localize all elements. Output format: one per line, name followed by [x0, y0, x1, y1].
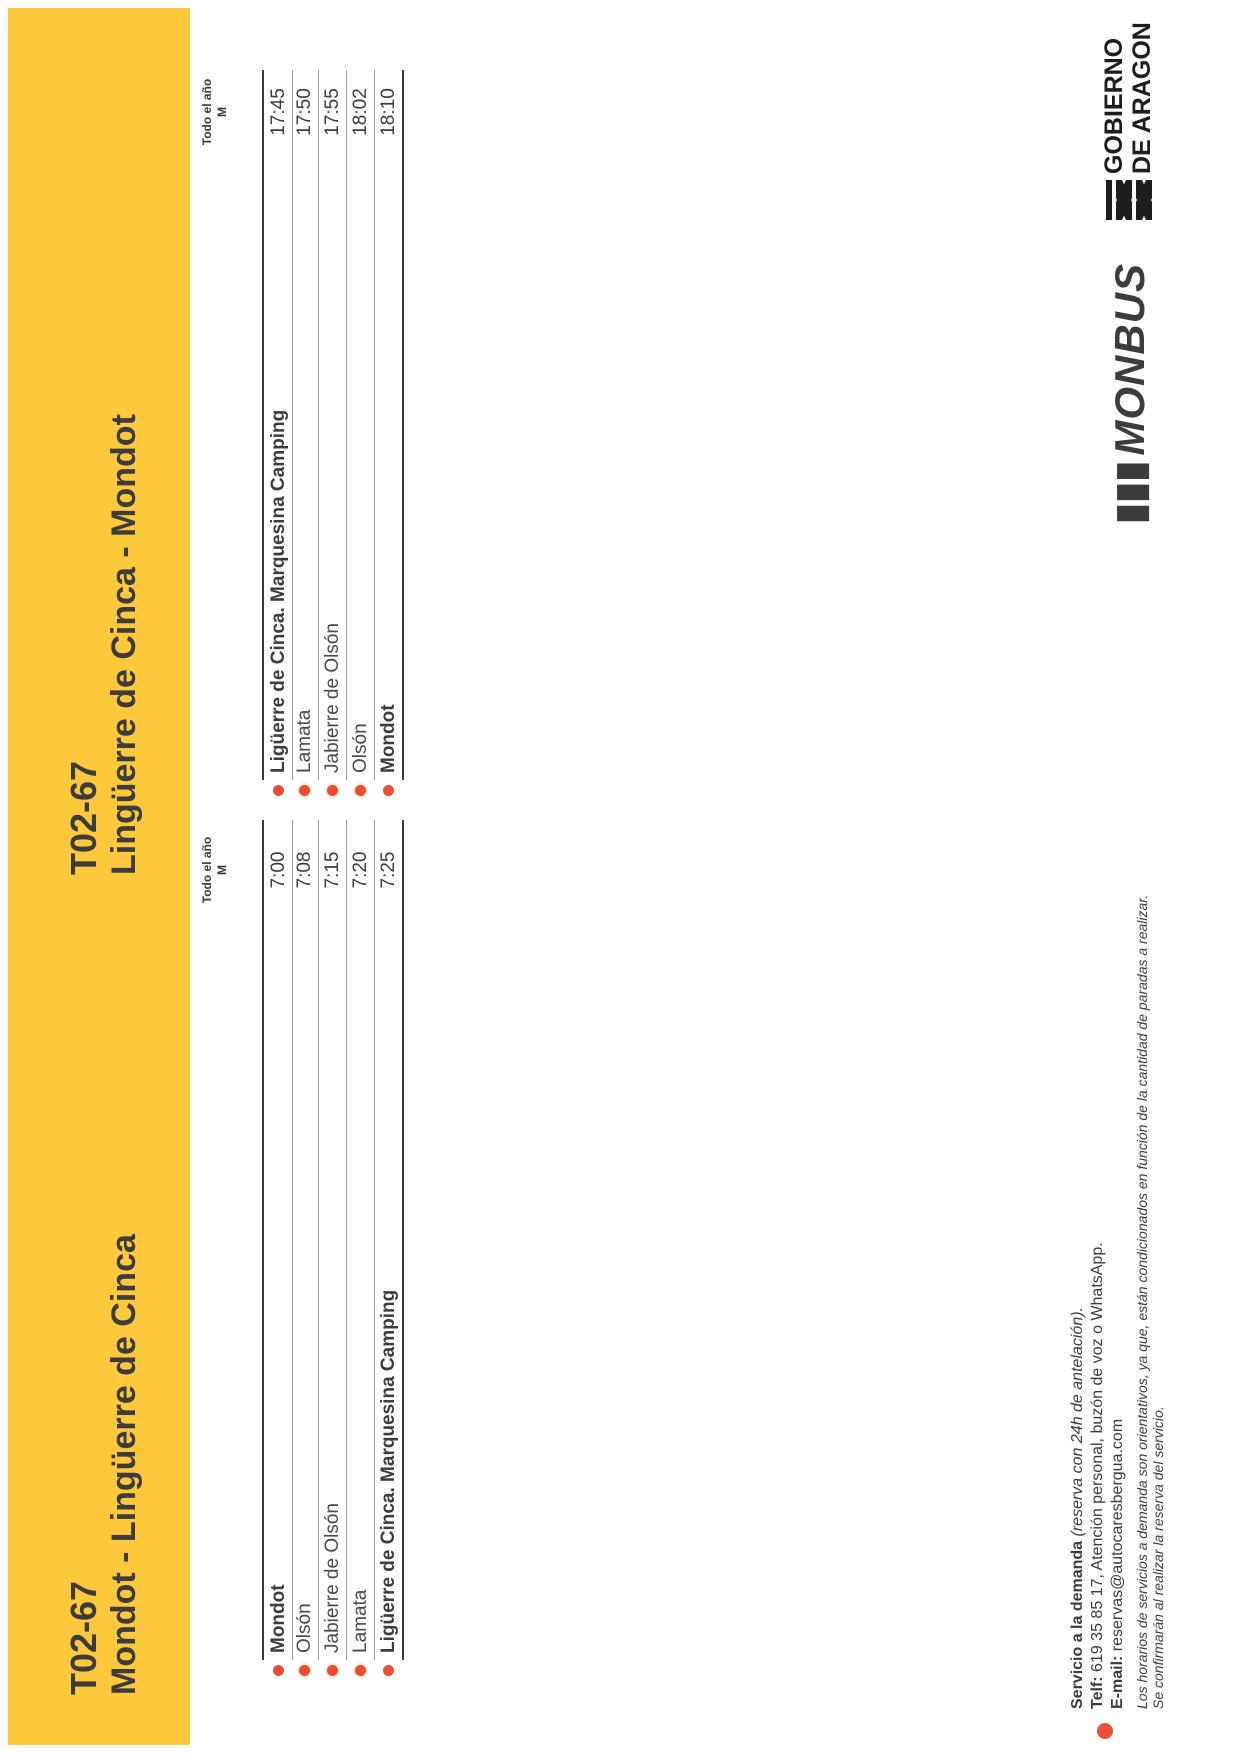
gobierno-line-2: DE ARAGON [1128, 22, 1156, 174]
outbound-route-name: Mondot - Lingüerre de Cinca [105, 1234, 143, 1695]
phone-line [1088, 809, 1108, 1709]
inbound-stop-name: Mondot [378, 704, 399, 773]
outbound-stop-row [346, 820, 375, 1660]
inbound-stop-row [374, 70, 404, 780]
outbound-stop-time: 7:08 [294, 851, 315, 889]
outbound-header-season: Todo el año [200, 836, 214, 904]
demand-line [1068, 809, 1088, 1709]
inbound-stop-row [318, 70, 347, 780]
outbound-column-header [200, 825, 230, 915]
outbound-stop-row [374, 820, 404, 1660]
inbound-stop-row [290, 70, 319, 780]
inbound-stop-name: Olsón [350, 723, 371, 773]
outbound-stop-time: 7:25 [378, 851, 399, 889]
gobierno-aragon-logo [1100, 22, 1160, 220]
outbound-stop-name: Ligüerre de Cinca. Marquesina Camping [378, 1289, 399, 1653]
monbus-bars-icon: ▮▮▮ [1106, 461, 1153, 525]
monbus-logo-text: MONBUS [1106, 262, 1153, 456]
inbound-header-season: Todo el año [200, 78, 214, 146]
outbound-stop-name: Mondot [268, 1584, 289, 1653]
outbound-stop-name: Olsón [294, 1603, 315, 1653]
disclaimer-line-2: Se confirmarán al realizar la reserva del servicio. [1150, 1406, 1166, 1709]
email-text[interactable]: reservas@autocaresbergua.com [1109, 1418, 1126, 1652]
inbound-stop-time: 17:55 [322, 88, 343, 136]
inbound-column-header [200, 67, 230, 157]
gobierno-logo-text [1100, 22, 1156, 174]
inbound-route-code: T02-67 [63, 760, 104, 875]
inbound-stop-dot-icon [299, 785, 310, 796]
inbound-stop-name: Jabierre de Olsón [322, 623, 343, 773]
email-line [1108, 809, 1128, 1709]
outbound-stop-dot-icon [383, 1665, 394, 1676]
outbound-stop-name: Jabierre de Olsón [322, 1503, 343, 1653]
inbound-stop-row [262, 70, 293, 780]
outbound-stop-dot-icon [273, 1665, 284, 1676]
inbound-route-name: Lingüerre de Cinca - Mondot [105, 414, 143, 875]
phone-label: Telf: [1089, 1676, 1106, 1709]
inbound-stop-dot-icon [355, 785, 366, 796]
inbound-stop-dot-icon [327, 785, 338, 796]
outbound-stop-row [290, 820, 319, 1660]
outbound-stop-dot-icon [355, 1665, 366, 1676]
outbound-stop-time: 7:15 [322, 851, 343, 889]
outbound-title [64, 1234, 144, 1695]
inbound-header-days: M [215, 107, 229, 117]
footer-info [1068, 809, 1166, 1709]
inbound-stop-time: 17:45 [268, 88, 289, 136]
inbound-stop-dot-icon [273, 785, 284, 796]
inbound-title [64, 414, 144, 875]
outbound-route-code: T02-67 [63, 1580, 104, 1695]
gobierno-line-1: GOBIERNO [1100, 37, 1128, 174]
demand-service-marker [1097, 1723, 1113, 1739]
outbound-stop-row [262, 820, 293, 1660]
outbound-stop-time: 7:00 [268, 851, 289, 889]
inbound-stop-name: Ligüerre de Cinca. Marquesina Camping [268, 409, 289, 773]
monbus-logo [1105, 263, 1154, 525]
inbound-stop-name: Lamata [294, 709, 315, 773]
outbound-stop-dot-icon [327, 1665, 338, 1676]
demand-title: Servicio a la demanda [1069, 1540, 1086, 1709]
outbound-header-days: M [215, 865, 229, 875]
inbound-stop-row [346, 70, 375, 780]
outbound-stop-row [318, 820, 347, 1660]
demand-note: (reserva con 24h de antelación). [1069, 1307, 1086, 1537]
inbound-stop-time: 17:50 [294, 88, 315, 136]
outbound-stop-time: 7:20 [350, 851, 371, 889]
disclaimer-line-1: Los horarios de servicios a demanda son orientativos, ya que, están condicionados en función de la cantidad de paradas a realizar. [1134, 894, 1150, 1709]
outbound-stop-dot-icon [299, 1665, 310, 1676]
phone-text: 619 35 85 17, Atención personal, buzón de voz o WhatsApp. [1089, 1242, 1106, 1672]
outbound-stop-name: Lamata [350, 1589, 371, 1653]
inbound-stop-time: 18:10 [378, 88, 399, 136]
inbound-stop-time: 18:02 [350, 88, 371, 136]
inbound-stop-dot-icon [383, 785, 394, 796]
email-label: E-mail: [1109, 1655, 1126, 1709]
aragon-cross-icon [1106, 180, 1152, 220]
